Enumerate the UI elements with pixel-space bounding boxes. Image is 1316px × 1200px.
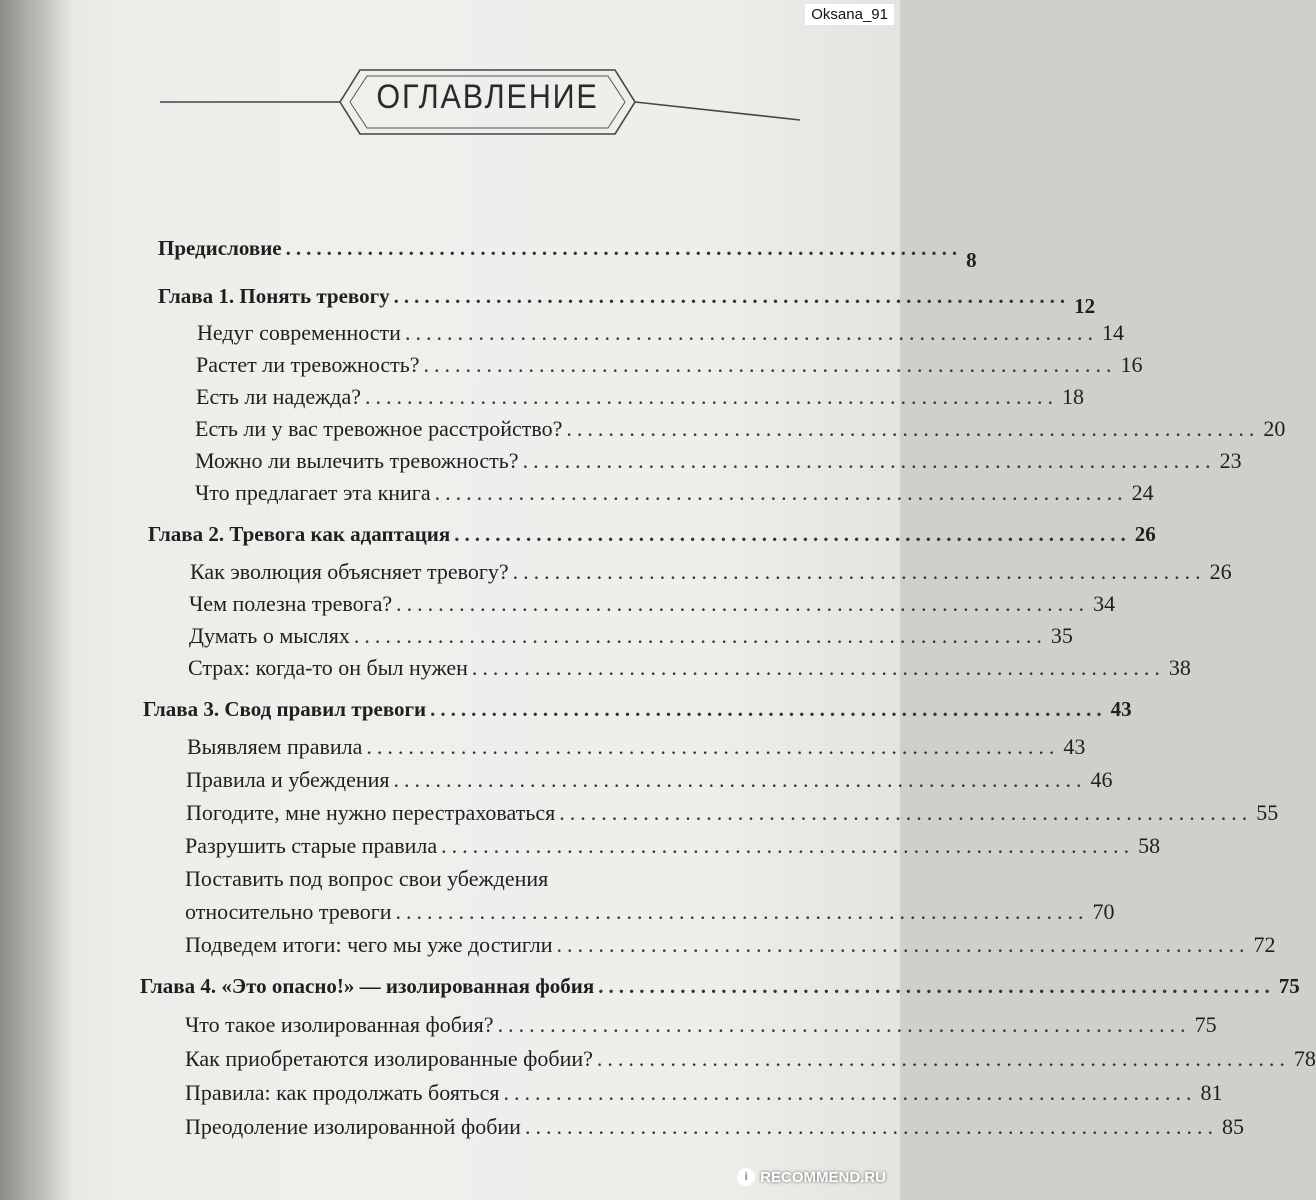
watermark-site <box>737 1168 886 1186</box>
toc-entry: Думать о мыслях .................................................................. 35 <box>189 623 1073 648</box>
toc-entry: Чем полезна тревога? .................................................................. 34 <box>189 591 1116 616</box>
toc-entry: Правила и убеждения .................................................................. 46 <box>186 767 1113 792</box>
toc-entry: Есть ли надежда? .................................................................. 18 <box>196 384 1085 409</box>
toc-entry: Страх: когда-то он был нужен .................................................................. 38 <box>188 655 1191 680</box>
toc-entry: относительно тревоги .................................................................. 70 <box>185 899 1115 924</box>
watermark-username: Oksana_91 <box>805 4 894 25</box>
toc-entry: Что предлагает эта книга .................................................................. 24 <box>195 480 1154 505</box>
toc-entry: Погодите, мне нужно перестраховаться .................................................................. 55 <box>186 800 1279 825</box>
toc-entry: Правила: как продолжать бояться .................................................................. 81 <box>185 1080 1223 1105</box>
toc-entry: Выявляем правила .................................................................. 43 <box>187 734 1086 759</box>
toc-entry: Растет ли тревожность? .................................................................. 16 <box>196 352 1143 377</box>
toc-entry: Есть ли у вас тревожное расстройство? .................................................................. 20 <box>195 416 1286 441</box>
toc-entry: Разрушить старые правила .................................................................. 58 <box>185 833 1161 858</box>
toc-entry: Подведем итоги: чего мы уже достигли .................................................................. 72 <box>185 932 1276 957</box>
toc-entry-chapter-4: Глава 4. «Это опасно!» — изолированная фобия .................................................................. 75 <box>140 974 1300 998</box>
toc-entry-preface: Предисловие .................................................................. 8 <box>158 236 977 272</box>
toc-entry: Недуг современности .................................................................. 14 <box>197 320 1124 345</box>
toc-entry: Что такое изолированная фобия? .................................................................. 75 <box>185 1012 1217 1037</box>
toc-entry: Как приобретаются изолированные фобии? .................................................................. 78 <box>185 1046 1316 1071</box>
watermark-site-text: RECOMMEND.RU <box>760 1168 886 1186</box>
toc-entry-chapter-1: Глава 1. Понять тревогу .................................................................. 12 <box>158 284 1096 318</box>
toc-entry-chapter-2: Глава 2. Тревога как адаптация .................................................................. 26 <box>148 522 1156 546</box>
toc-entry: Можно ли вылечить тревожность? .................................................................. 23 <box>195 448 1242 473</box>
toc-entry: Преодоление изолированной фобии .................................................................. 85 <box>185 1114 1244 1139</box>
page-title: ОГЛАВЛЕНИЕ <box>376 78 599 116</box>
toc-entry: Поставить под вопрос свои убеждения <box>185 866 549 891</box>
recommend-logo-icon: i <box>737 1168 755 1186</box>
toc-entry: Как эволюция объясняет тревогу? .................................................................. 26 <box>190 559 1232 584</box>
toc-entry-chapter-3: Глава 3. Свод правил тревоги .................................................................. 43 <box>143 697 1132 721</box>
